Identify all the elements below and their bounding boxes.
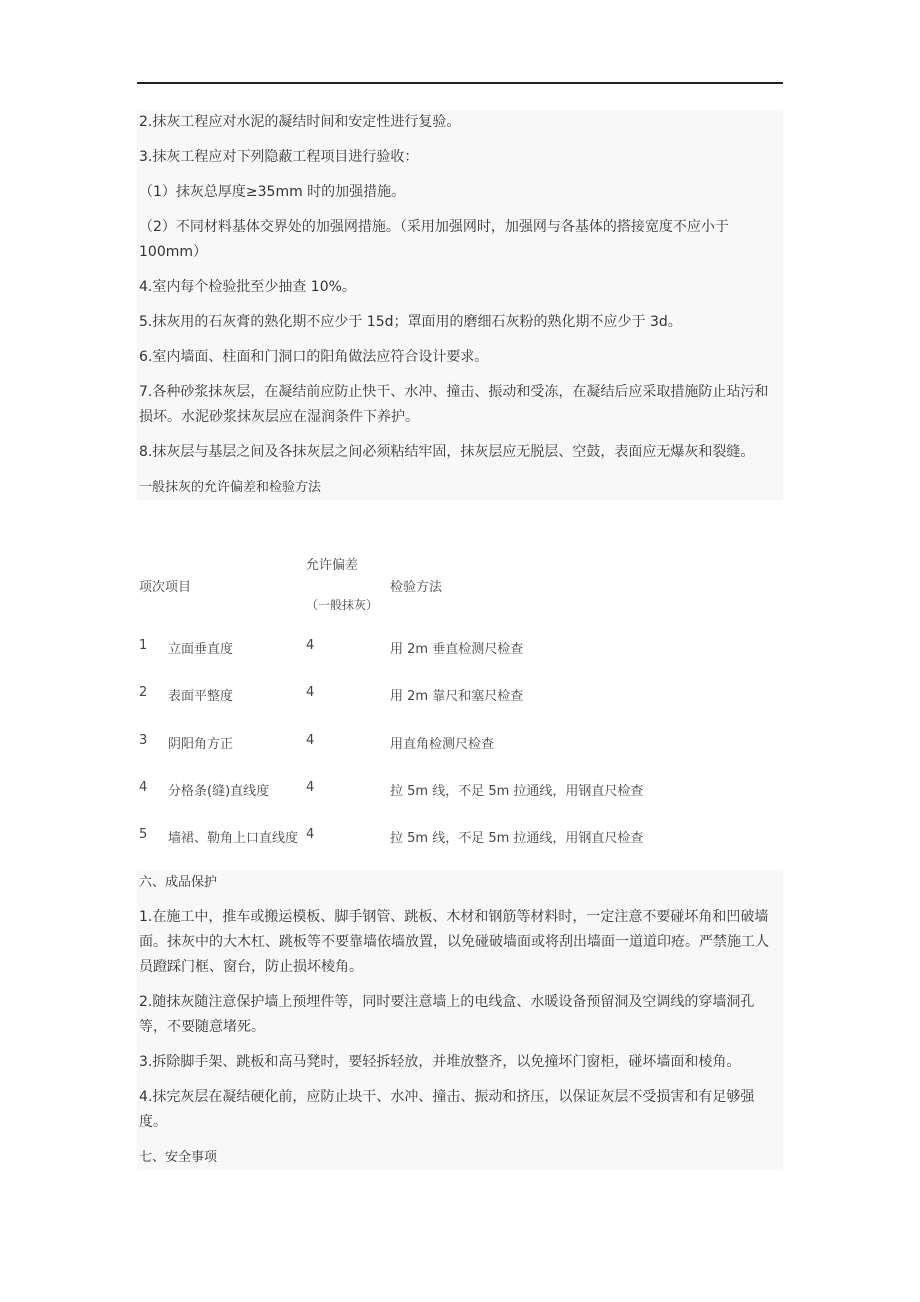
protection-paragraph-3: 3.拆除脚手架、跳板和高马凳时，要轻拆轻放，并堆放整齐，以免撞坏门窗柜，碰坏墙面和棱角。: [139, 1054, 741, 1070]
row-tolerance: 4: [306, 685, 315, 700]
row-item: 分格条(缝)直线度: [168, 784, 270, 799]
row-number: 4: [139, 780, 148, 795]
table-header-row: [137, 554, 783, 624]
paragraph-8: 8.抹灰层与基层之间及各抹灰层之间必须粘结牢固，抹灰层应无脱层、空鼓，表面应无爆灰和裂缝。: [139, 444, 755, 460]
row-number: 1: [139, 638, 148, 653]
protection-paragraph-4: 4.抹完灰层在凝结硬化前，应防止块干、水冲、撞击、振动和挤压，以保证灰层不受损害和有足够强度。: [139, 1089, 755, 1130]
row-number: 3: [139, 733, 148, 748]
section-heading-protection: 六、成品保护: [139, 875, 218, 890]
section-heading-safety: 七、安全事项: [139, 1150, 218, 1165]
row-method: 用 2m 垂直检测尺检查: [390, 642, 524, 657]
header-method: 检验方法: [390, 580, 443, 595]
paragraph-3: 3.抹灰工程应对下列隐蔽工程项目进行验收：: [139, 149, 419, 165]
section-acceptance: [137, 110, 783, 500]
table-row: [137, 638, 783, 658]
table-row: [137, 733, 783, 753]
row-tolerance: 4: [306, 638, 315, 653]
paragraph-5: 5.抹灰用的石灰膏的熟化期不应少于 15d；罩面用的磨细石灰粉的熟化期不应少于 3d。: [139, 314, 682, 330]
header-item: 项次项目: [139, 580, 192, 595]
paragraph-3-2: （2）不同材料基体交界处的加强网措施。（采用加强网时，加强网与各基体的搭接宽度不应小于 100mm）: [139, 219, 729, 260]
table-row: [137, 827, 783, 847]
protection-paragraph-1: 1.在施工中，推车或搬运模板、脚手钢管、跳板、木材和钢筋等材料时，一定注意不要碰坏角和凹破墙面。抹灰中的大木杠、跳板等不要靠墙依墙放置，以免碰破墙面或将刮出墙面一道道印疮。严禁施工人员蹬踩门框、窗台，防止损坏棱角。: [139, 909, 769, 975]
row-item: 阴阳角方正: [168, 737, 234, 752]
top-rule: [137, 82, 783, 84]
row-tolerance: 4: [306, 780, 315, 795]
paragraph-4: 4.室内每个检验批至少抽查 10%。: [139, 279, 356, 295]
header-tolerance-note: （一般抹灰）: [306, 598, 379, 612]
row-item: 表面平整度: [168, 689, 234, 704]
protection-paragraph-2: 2.随抹灰随注意保护墙上预埋件等，同时要注意墙上的电线盒、水暖设备预留洞及空调线的穿墙洞孔等，不要随意堵死。: [139, 994, 755, 1035]
row-method: 拉 5m 线，不足 5m 拉通线，用钢直尺检查: [390, 784, 644, 799]
row-item: 立面垂直度: [168, 642, 234, 657]
paragraph-3-1: （1）抹灰总厚度≥35mm 时的加强措施。: [139, 184, 406, 200]
row-method: 用直角检测尺检查: [390, 737, 495, 752]
row-method: 拉 5m 线，不足 5m 拉通线，用钢直尺检查: [390, 831, 644, 846]
table-caption: 一般抹灰的允许偏差和检验方法: [139, 480, 322, 495]
paragraph-7: 7.各种砂浆抹灰层，在凝结前应防止快干、水冲、撞击、振动和受冻，在凝结后应采取措施防止玷污和损坏。水泥砂浆抹灰层应在湿润条件下养护。: [139, 384, 769, 425]
row-number: 2: [139, 685, 148, 700]
paragraph-6: 6.室内墙面、柱面和门洞口的阳角做法应符合设计要求。: [139, 349, 489, 365]
row-tolerance: 4: [306, 827, 315, 842]
table-row: [137, 780, 783, 800]
paragraph-2: 2.抹灰工程应对水泥的凝结时间和安定性进行复验。: [139, 114, 461, 130]
row-method: 用 2m 靠尺和塞尺检查: [390, 689, 524, 704]
row-number: 5: [139, 827, 148, 842]
header-tolerance: 允许偏差: [306, 558, 359, 573]
row-tolerance: 4: [306, 733, 315, 748]
row-item: 墙裙、勒角上口直线度: [168, 831, 299, 846]
table-row: [137, 685, 783, 705]
section-product-protection: [137, 870, 783, 1170]
